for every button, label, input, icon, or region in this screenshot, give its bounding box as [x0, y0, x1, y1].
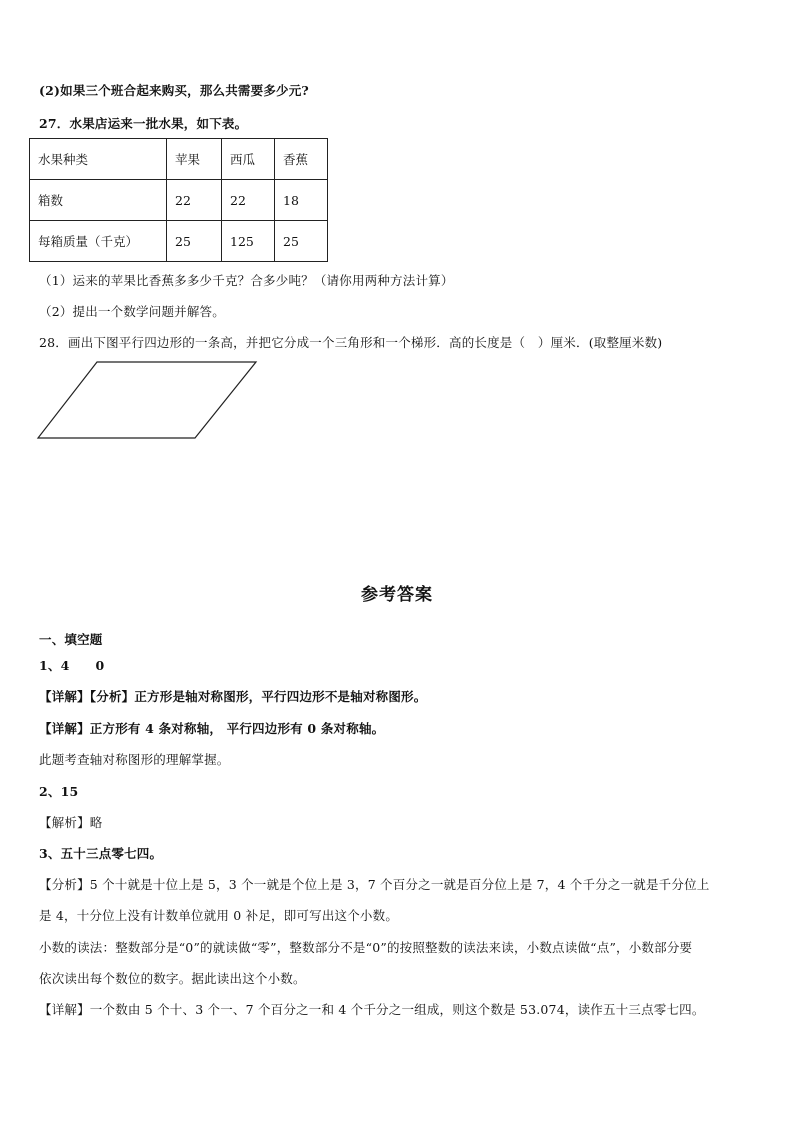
answer-3-rule2: 依次读出每个数位的数字。据此读出这个小数。: [39, 971, 306, 986]
answer-2-num: 2、15: [39, 784, 79, 799]
answer-3-analysis1: 【分析】5 个十就是十位上是 5，3 个一就是个位上是 3，7 个百分之一就是百分位上是 7，4 个千分之一就是千分位上: [39, 877, 710, 892]
answer-1-num: 1、4: [39, 658, 70, 673]
table-cell: 125: [222, 221, 275, 262]
table-cell: 22: [167, 180, 222, 221]
q27-stem: 27．水果店运来一批水果，如下表。: [39, 116, 248, 131]
table-header-row: [30, 139, 328, 180]
section-fill-blank: 一、填空题: [39, 632, 103, 647]
table-cell: 22: [222, 180, 275, 221]
answer-1: [39, 658, 104, 674]
table-cell: 25: [275, 221, 328, 262]
table-cell: 每箱质量（千克）: [30, 221, 167, 262]
table-row: [30, 180, 328, 221]
q27-sub1: （1）运来的苹果比香蕉多多少千克？合多少吨？（请你用两种方法计算）: [39, 273, 454, 288]
table-header-cell: 西瓜: [222, 139, 275, 180]
answer-3-rule1: 小数的读法：整数部分是“0”的就读做“零”，整数部分不是“0”的按照整数的读法来读，小数点读做“点”，小数部分要: [39, 940, 693, 955]
table-cell: 18: [275, 180, 328, 221]
answer-3-num: 3、五十三点零七四。: [39, 846, 163, 861]
parallelogram-shape: [38, 362, 256, 438]
table-row: [30, 221, 328, 262]
answer-1-detail2: 【详解】正方形有 4 条对称轴， 平行四边形有 0 条对称轴。: [39, 721, 385, 736]
answers-title: 参考答案: [361, 585, 433, 605]
answer-1-note: 此题考查轴对称图形的理解掌握。: [39, 752, 230, 767]
answer-3-detail: 【详解】一个数由 5 个十、3 个一、7 个百分之一和 4 个千分之一组成，则这个数是 53.074，读作五十三点零七四。: [39, 1002, 705, 1017]
answer-1-detail1: 【详解】【分析】正方形是轴对称图形，平行四边形不是轴对称图形。: [39, 689, 427, 704]
q28-stem: 28．画出下图平行四边形的一条高，并把它分成一个三角形和一个梯形．高的长度是（ ）厘米．(取整厘米数): [39, 335, 663, 350]
q27-sub2: （2）提出一个数学问题并解答。: [39, 304, 225, 319]
answer-2-detail: 【解析】略: [39, 815, 103, 830]
table-cell: 25: [167, 221, 222, 262]
table-header-cell: 水果种类: [30, 139, 167, 180]
table-header-cell: 香蕉: [275, 139, 328, 180]
answer-3-analysis2: 是 4，十分位上没有计数单位就用 0 补足，即可写出这个小数。: [39, 908, 399, 923]
q26-sub2: (2)如果三个班合起来购买，那么共需要多少元?: [39, 83, 309, 98]
table-header-cell: 苹果: [167, 139, 222, 180]
table-cell: 箱数: [30, 180, 167, 221]
fruit-table: [29, 138, 328, 262]
answer-1-val2: 0: [95, 658, 105, 673]
parallelogram-figure: [36, 358, 260, 442]
